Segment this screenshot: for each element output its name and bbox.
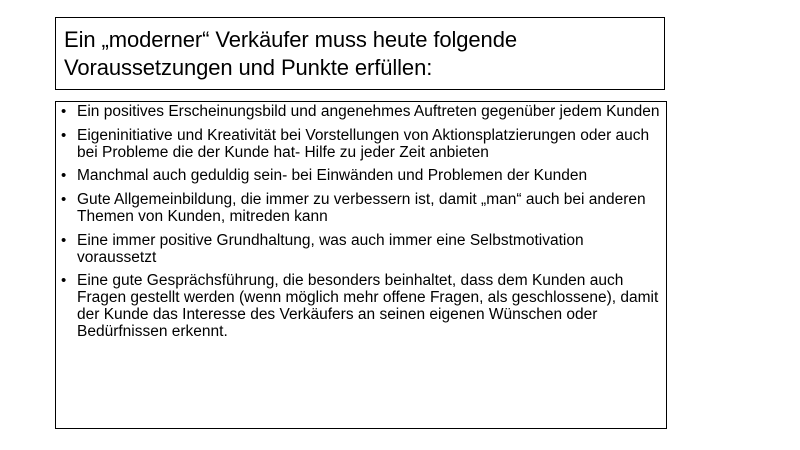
bullet-item — [56, 168, 660, 185]
bullet-text: Eine gute Gesprächsführung, die besonders beinhaltet, dass dem Kunden auch Fragen gestellt werden (wenn möglich mehr offene Fragen, als geschlossene), damit der Kunde das Interesse des Verkäufers an seinen eigenen Wünschen oder Bedürfnissen erkennt. — [77, 272, 659, 340]
slide-content-box — [55, 101, 667, 429]
bullet-point-icon: • — [61, 126, 67, 144]
bullet-point-icon: • — [61, 231, 67, 249]
bullet-item — [56, 192, 660, 226]
bullet-list — [56, 104, 660, 341]
bullet-point-icon: • — [61, 191, 67, 209]
bullet-item — [56, 233, 660, 267]
bullet-text: Ein positives Erscheinungsbild und angenehmes Auftreten gegenüber jedem Kunden — [77, 103, 660, 120]
bullet-text: Eine immer positive Grundhaltung, was auch immer eine Selbstmotivation voraussetzt — [77, 231, 584, 266]
slide-title-box — [55, 17, 665, 90]
bullet-point-icon: • — [61, 272, 67, 290]
bullet-point-icon: • — [61, 167, 67, 185]
bullet-text: Eigeninitiative und Kreativität bei Vorstellungen von Aktionsplatzierungen oder auch bei Probleme die der Kunde hat- Hilfe zu jeder Zeit anbieten — [77, 126, 650, 161]
bullet-item — [56, 273, 660, 340]
bullet-point-icon: • — [61, 103, 67, 120]
bullet-item — [56, 104, 660, 121]
bullet-text: Gute Allgemeinbildung, die immer zu verbessern ist, damit „man“ auch bei anderen Themen von Kunden, mitreden kann — [77, 191, 646, 225]
bullet-item — [56, 128, 660, 162]
bullet-text: Manchmal auch geduldig sein- bei Einwänden und Problemen der Kunden — [77, 167, 588, 185]
slide-title: Ein „moderner“ Verkäufer muss heute folgende Voraussetzungen und Punkte erfüllen: — [64, 27, 517, 80]
